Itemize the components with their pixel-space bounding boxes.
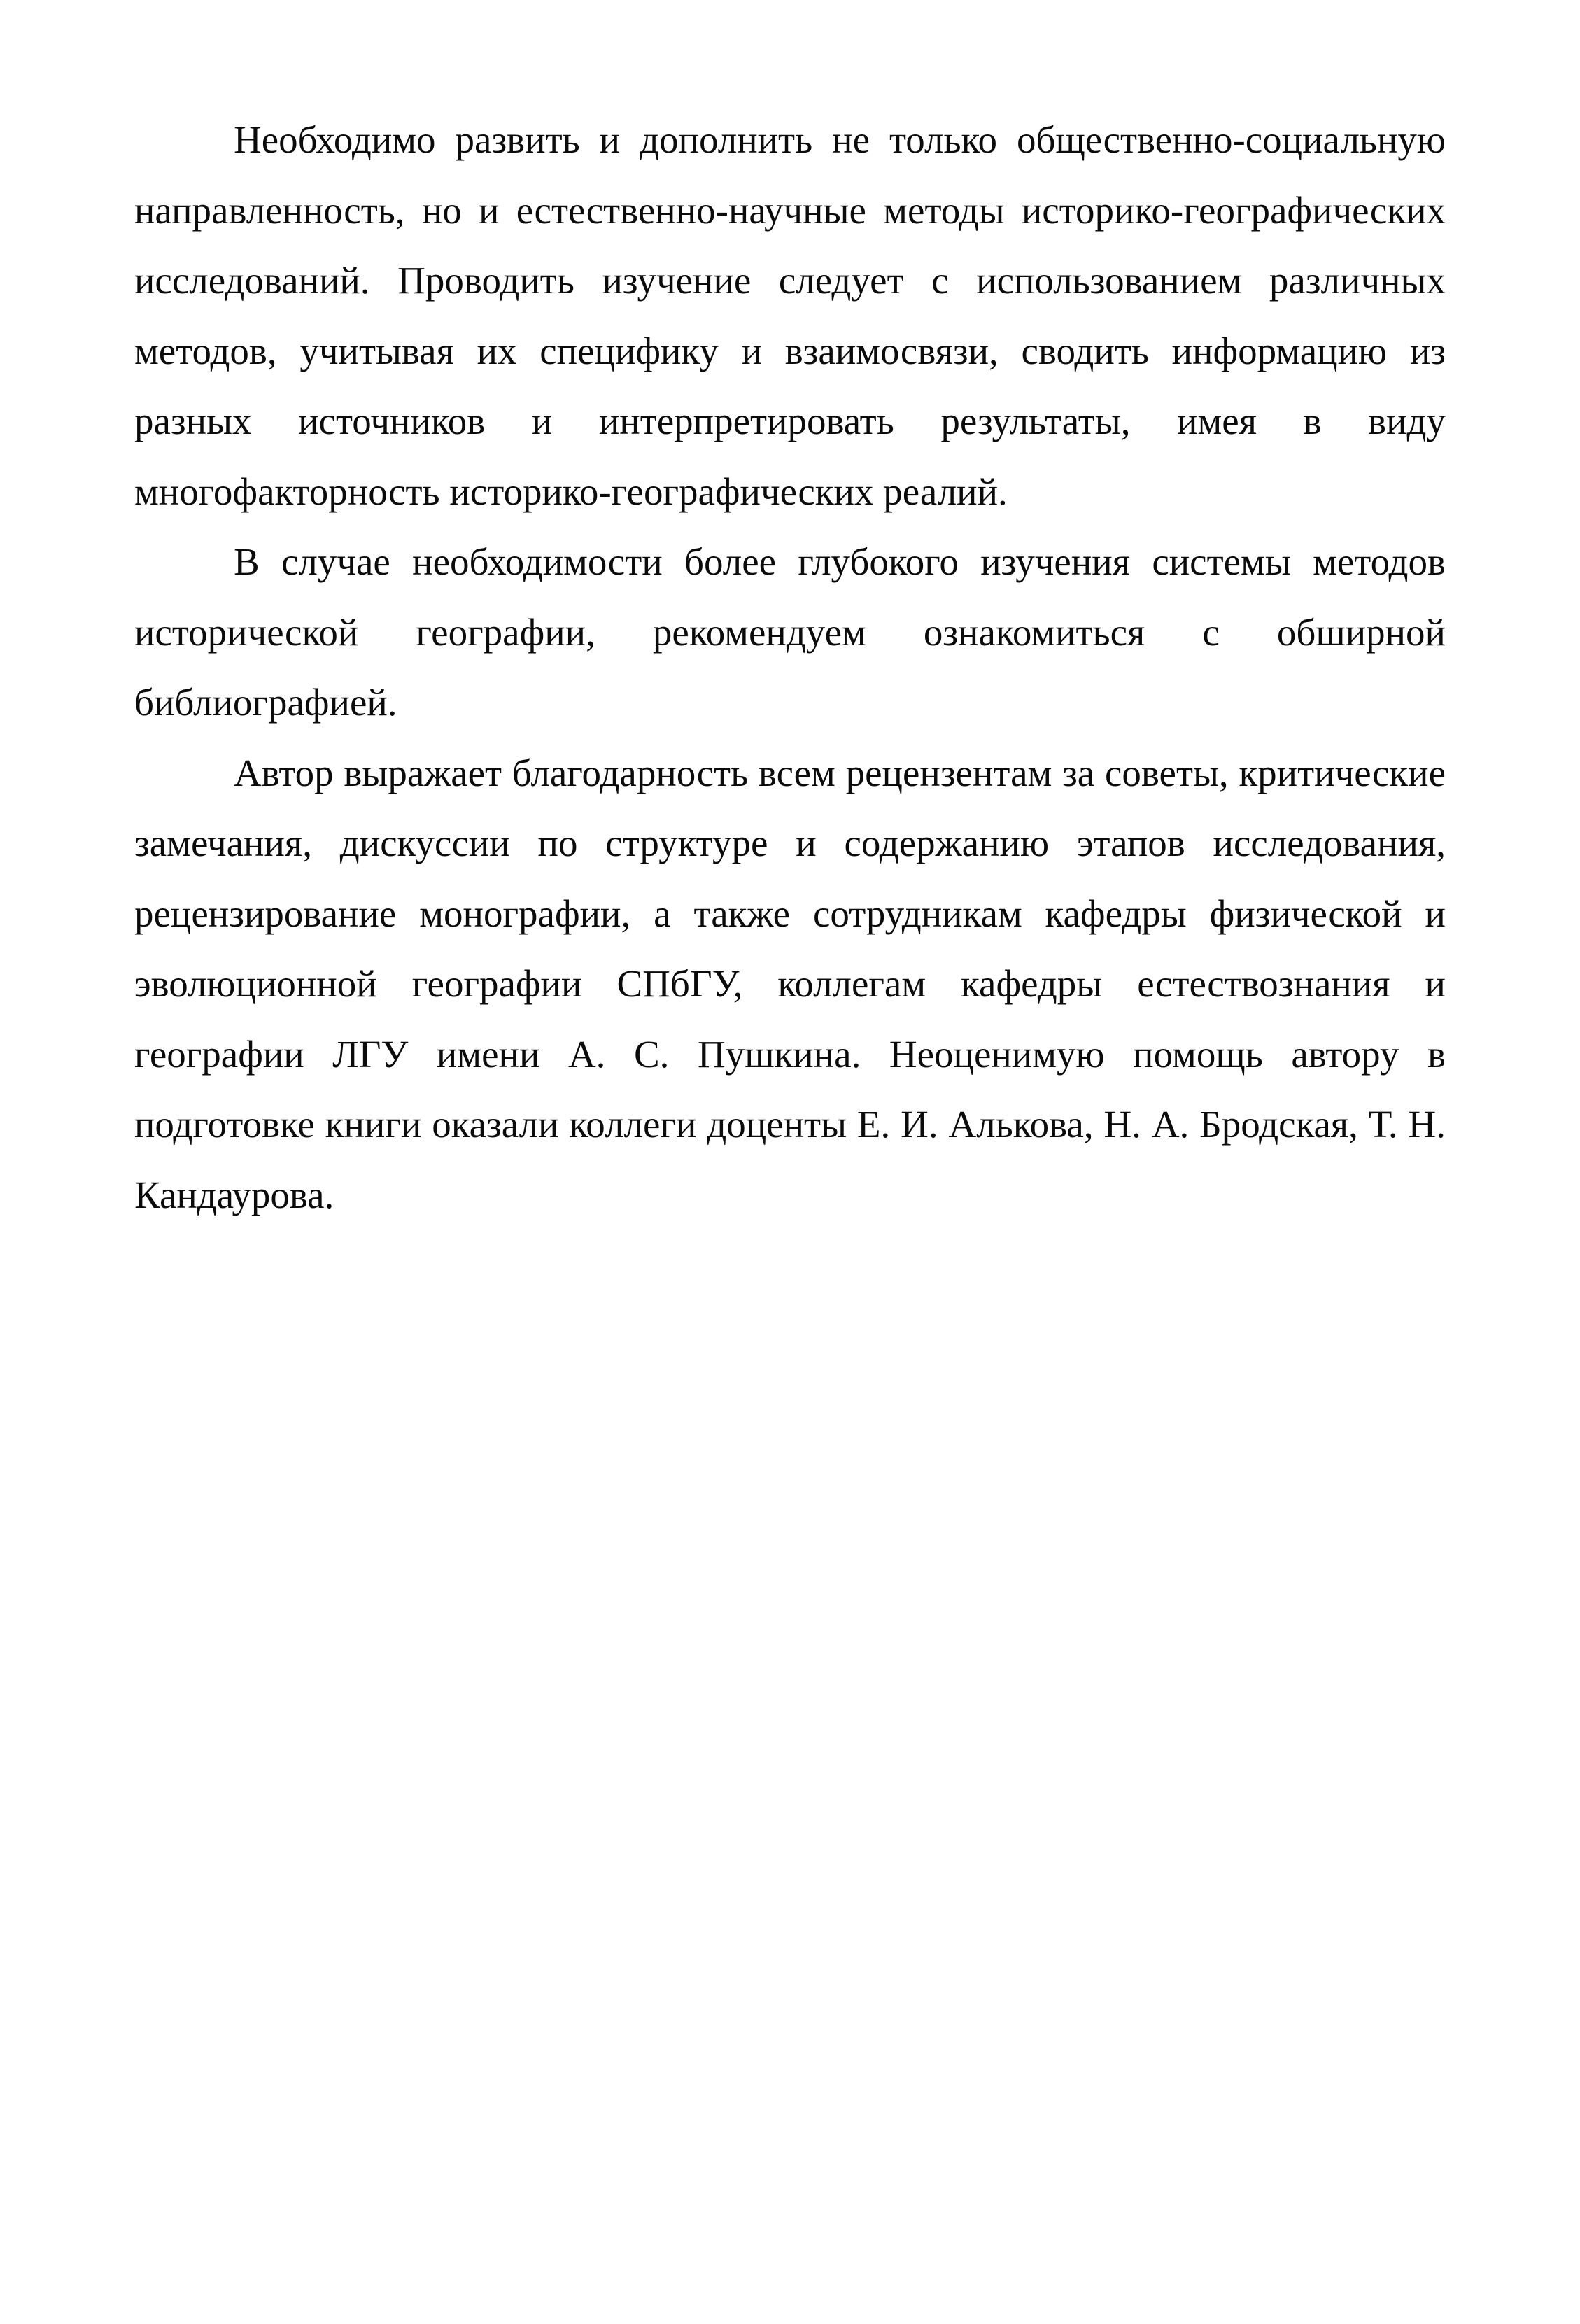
paragraph-methods: Необходимо развить и дополнить не только общественно-социальную направленность, но и естественно-научные методы историко-географических исследований. Проводить изучение следует с использованием различных методов, учитывая их специфику и взаимосвязи, сводить информацию из разных источников и интерпретировать результаты, имея в виду многофакторность историко-географических реалий. [134, 118, 1446, 513]
body-text [134, 105, 1446, 1230]
paragraph-acknowledgements: Автор выражает благодарность всем рецензентам за советы, критические замечания, дискуссии по структуре и содержанию этапов исследования, рецензирование монографии, а также сотрудникам кафедры физической и эволюционной географии СПбГУ, коллегам кафедры естествознания и географии ЛГУ имени А. С. Пушкина. Неоценимую помощь автору в подготовке книги оказали коллеги доценты Е. И. Алькова, Н. А. Бродская, Т. Н. Кандаурова. [134, 751, 1446, 1216]
paragraph-bibliography: В случае необходимости более глубокого изучения системы методов исторической географии, рекомендуем ознакомиться с обширной библиографией. [134, 540, 1446, 724]
